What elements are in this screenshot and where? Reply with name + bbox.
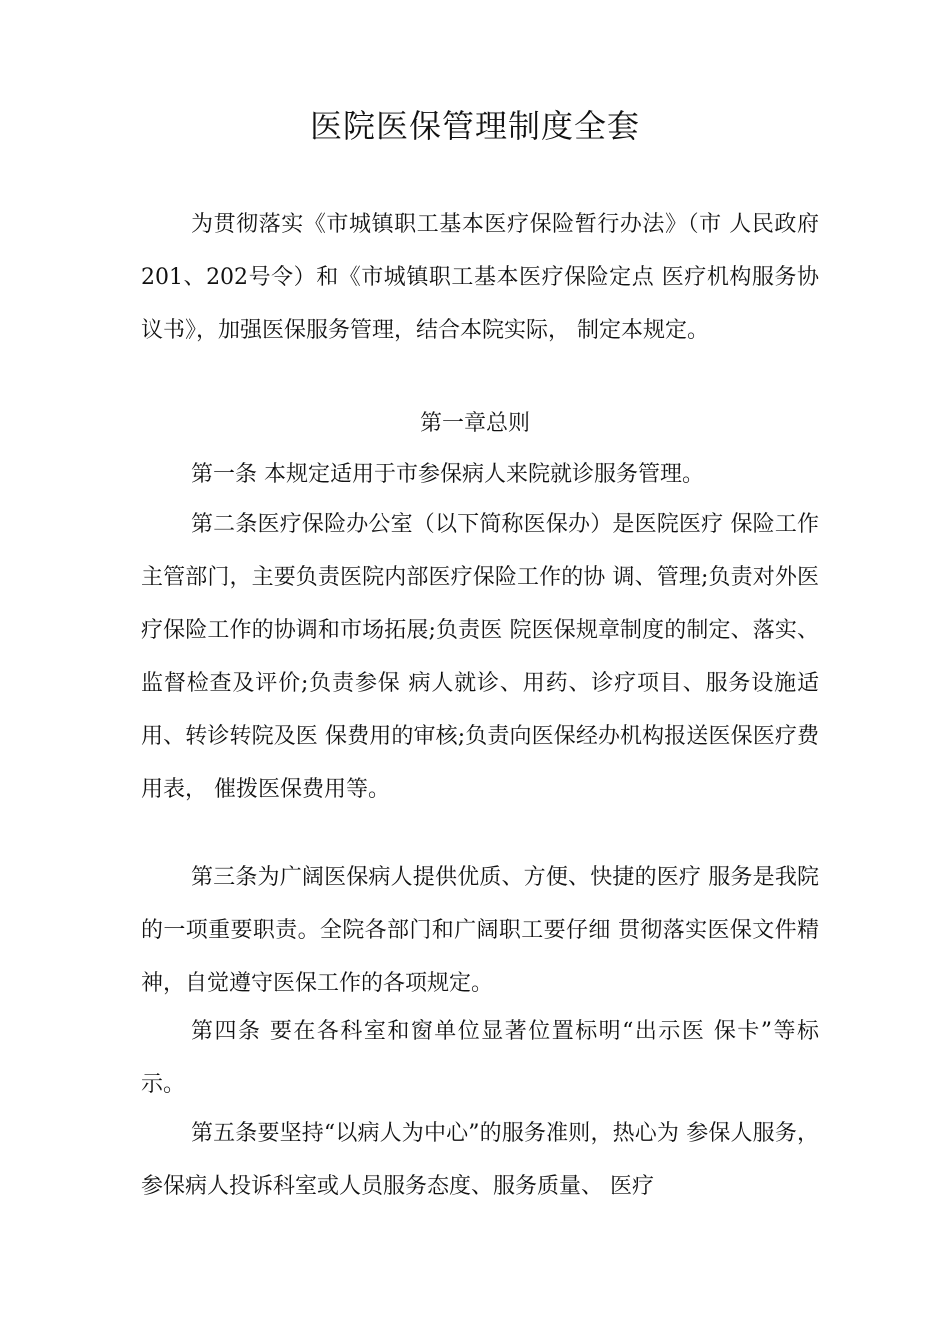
article-3-paragraph: 第三条为广阔医保病人提供优质、方便、快捷的医疗 服务是我院的一项重要职责。全院各部门和广阔职工要仔细 贯彻落实医保文件精神，自觉遵守医保工作的各项规定。: [141, 865, 819, 996]
intro-paragraph: 为贯彻落实《市城镇职工基本医疗保险暂行办法》（市 人民政府201、202号令）和《市城镇职工基本医疗保险定点 医疗机构服务协议书》，加强医保服务管理，结合本院实际， 制定本规定。: [141, 212, 819, 343]
article-2-paragraph: 第二条医疗保险办公室（以下简称医保办）是医院医疗 保险工作主管部门，主要负责医院内部医疗保险工作的协 调、管理;负责对外医疗保险工作的协调和市场拓展;负责医 院医保规章制度的制定、落实、监督检查及评价;负责参保 病人就诊、用药、诊疗项目、服务设施适用、转诊转院及医 保费用的审核;负责向医保经办机构报送医保医疗费用表， 催拨医保费用等。: [141, 512, 819, 802]
article-5-paragraph: 第五条要坚持“以病人为中心”的服务准则，热心为 参保人服务，参保病人投诉科室或人员服务态度、服务质量、 医疗: [141, 1121, 819, 1199]
document-title: 医院医保管理制度全套: [309, 107, 640, 145]
chapter-heading: 第一章总则: [419, 411, 530, 436]
article-4-paragraph: 第四条 要在各科室和窗单位显著位置标明“出示医 保卡”等标示。: [141, 1019, 819, 1097]
article-1-paragraph: 第一条 本规定适用于市参保病人来院就诊服务管理。: [191, 462, 704, 487]
